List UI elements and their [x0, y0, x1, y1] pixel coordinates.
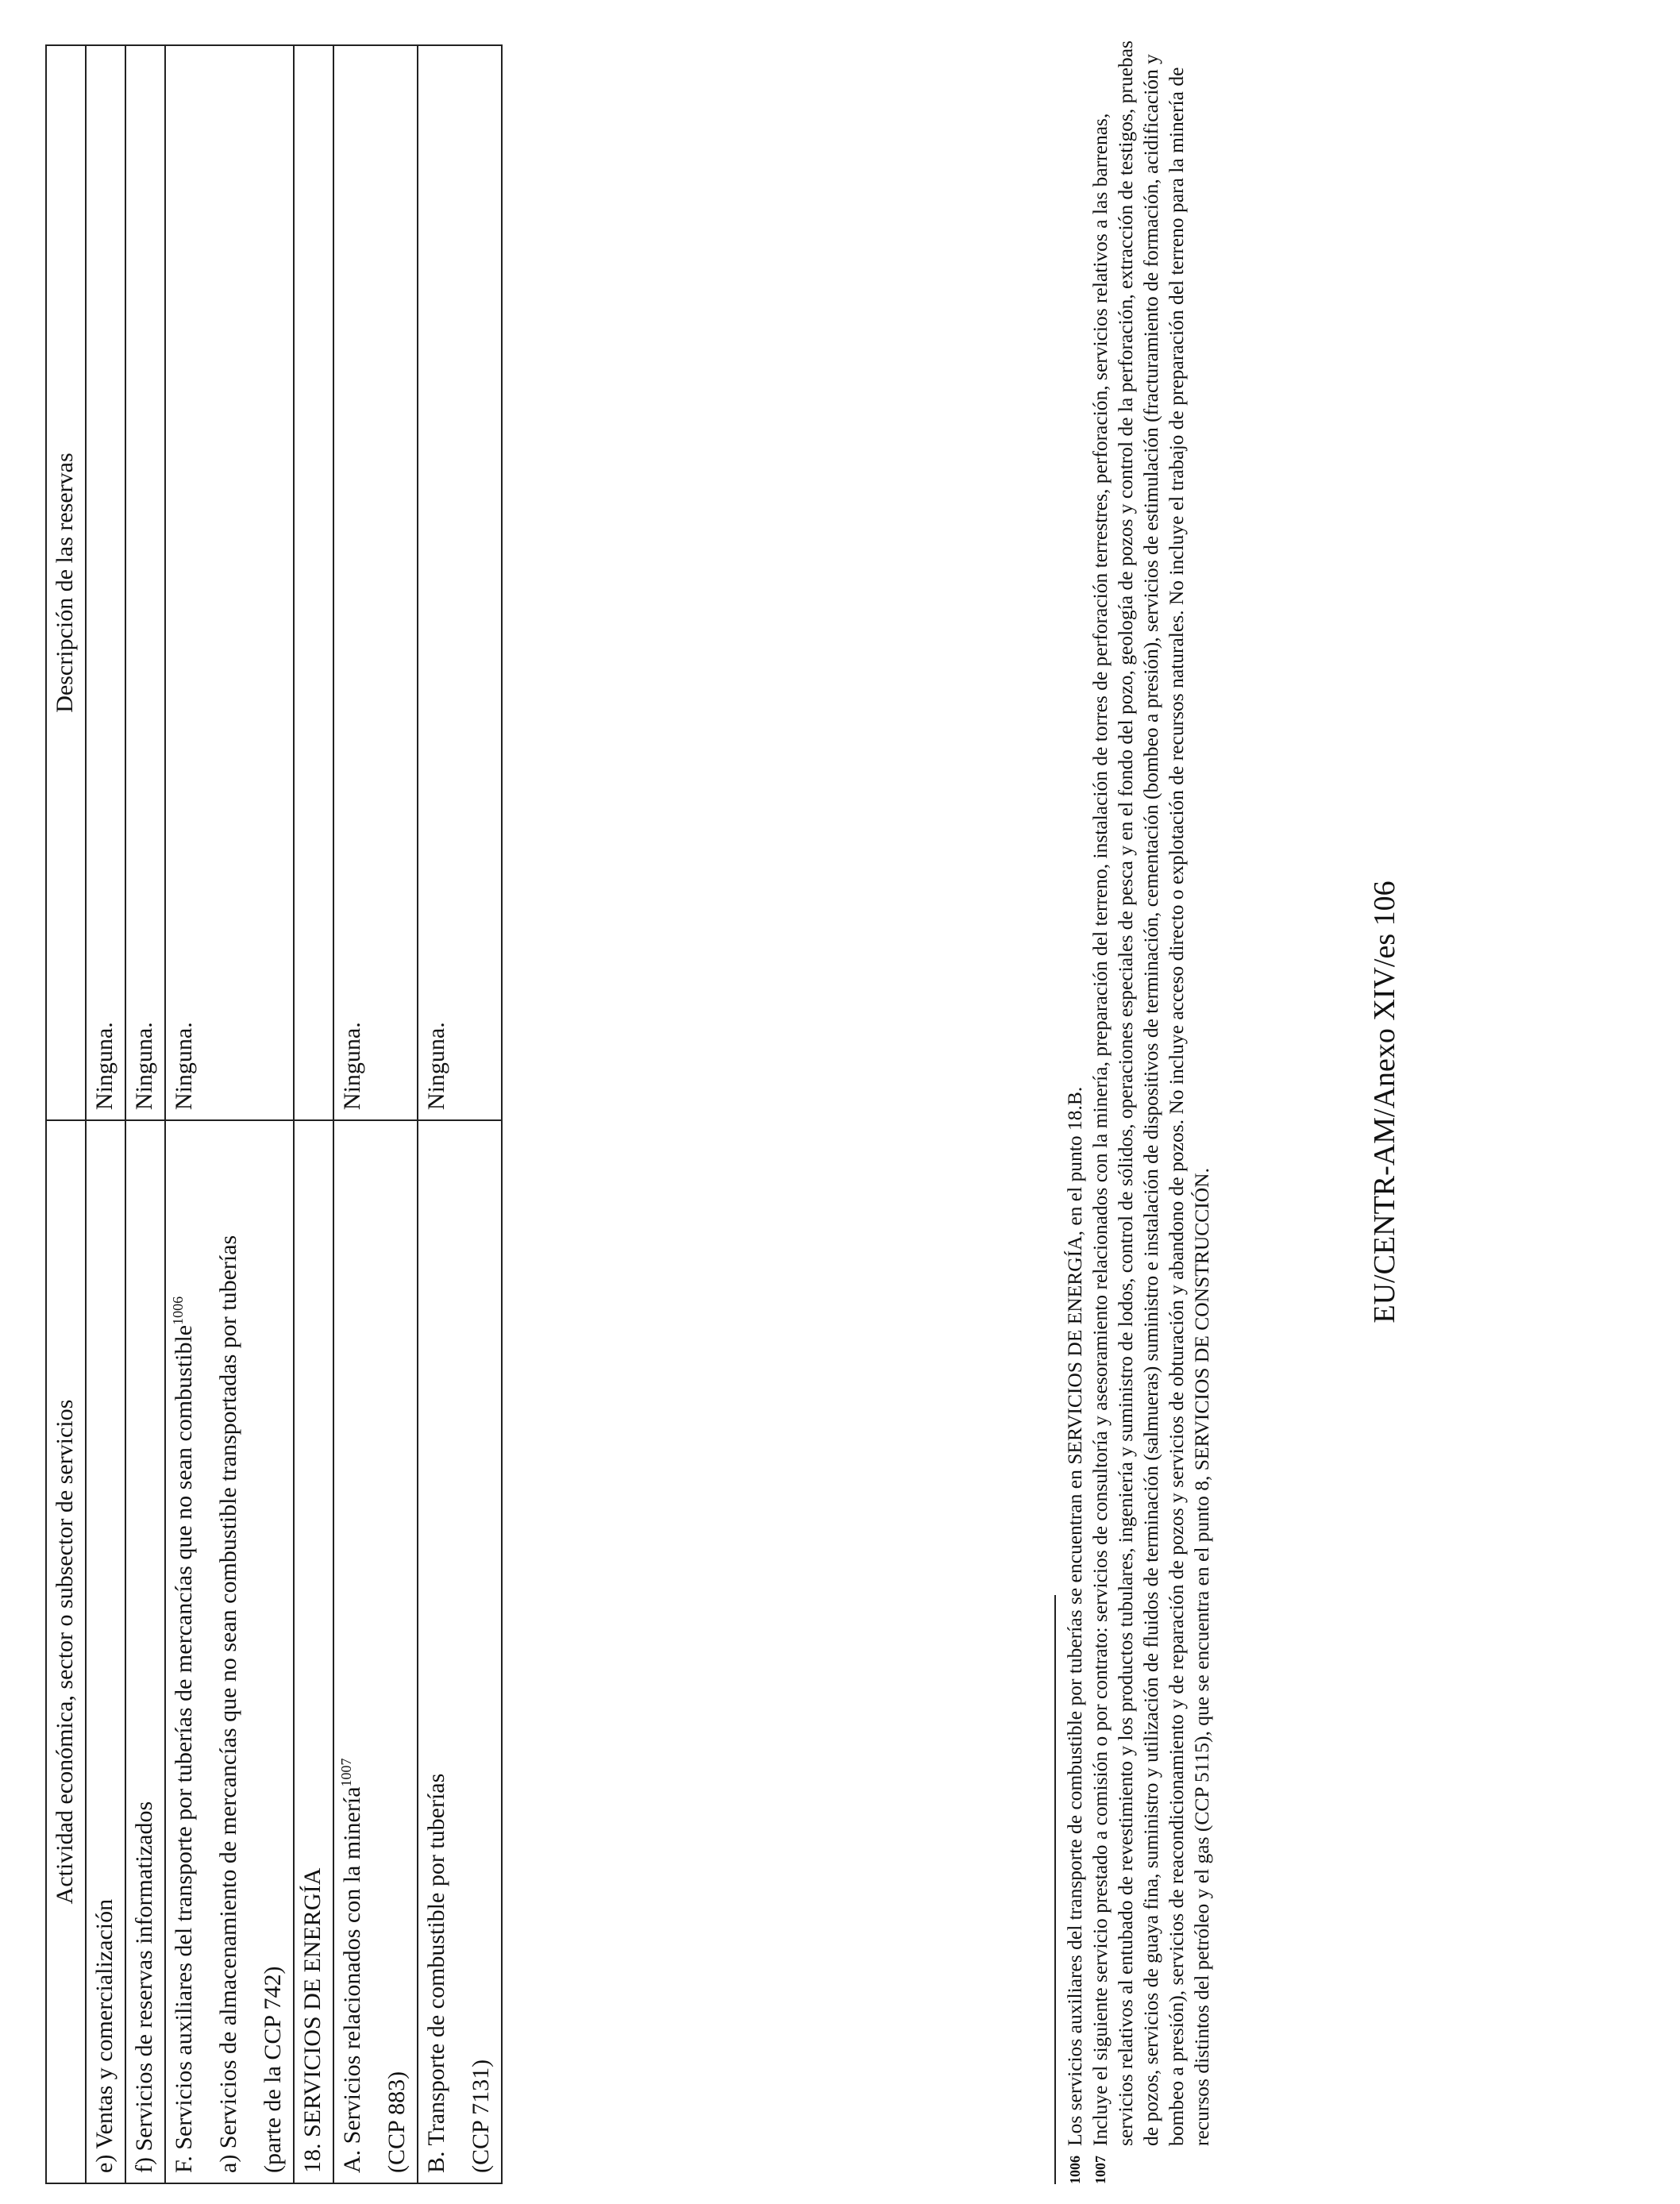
footnote-separator [1054, 1595, 1056, 2184]
footnote [1088, 40, 1215, 2184]
table-row [418, 45, 502, 2183]
footnote-text: Incluye el siguiente servicio prestado a comisión o por contrato: servicios de consultoría y asesoramiento relacionados con la minería, preparación del terreno, instalación de torres de perforación terrestres, perforación, servicios relativos a las barrenas, servicios relativos al entubado de revestimiento y los productos tubulares, ingeniería y suministro de lodos, control de sólidos, operaciones especiales de pesca y en el fondo del pozo, geología de pozos y control de la perforación, extracción de testigos, pruebas de pozos, servicios de guaya fina, suministro y utilización de fluidos de terminación (salmueras) suministro e instalación de dispositivos de terminación, cementación (bombeo a presión), servicios de estimulación (fracturamiento de formación, acidificación y bombeo a presión), servicios de reacondicionamiento y de reparación de pozos y servicios de obturación y abandono de pozos. No incluye acceso directo o explotación de recursos naturales. No incluye el trabajo de preparación del terreno para la minería de recursos distintos del petróleo y el gas (CCP 5115), que se encuentra en el punto 8, SERVICIOS DE CONSTRUCCIÓN. [1089, 40, 1213, 2146]
activity-cell: f) Servicios de reservas informatizados [125, 1120, 165, 2183]
footnote-ref: 1006 [170, 1296, 186, 1325]
activity-title: F. Servicios auxiliares del transporte por tuberías de mercancías que no sean combustible [171, 1324, 197, 2173]
table-row [86, 45, 125, 2183]
activity-title: A. Servicios relacionados con la minería [339, 1786, 365, 2173]
ccp-reference: (CCP 883) [383, 2071, 410, 2173]
table-header-row [46, 45, 86, 2183]
reservation-cell: Ninguna. [418, 45, 502, 1120]
footnote-number: 1006 [1067, 2156, 1083, 2184]
page-label: EU/CENTR-AM/Anexo XIV/es 106 [1368, 880, 1401, 1324]
reservation-cell: Ninguna. [86, 45, 125, 1120]
footnote [1062, 40, 1088, 2184]
reservations-table [45, 44, 503, 2184]
table-row [125, 45, 165, 2183]
activity-subitem: a) Servicios de almacenamiento de mercancías que no sean combustible transportadas por tuberías [215, 1235, 241, 2173]
reservation-cell: Ninguna. [333, 45, 418, 1120]
table-row [165, 45, 294, 2183]
table-row [294, 45, 333, 2183]
activity-cell [165, 1120, 294, 2183]
footnote-ref: 1007 [338, 1758, 354, 1787]
footnote-text: Los servicios auxiliares del transporte de combustible por tuberías se encuentran en SERVICIOS DE ENERGÍA, en el punto 18.B. [1063, 1086, 1086, 2146]
footnote-number: 1007 [1092, 2156, 1108, 2184]
reservation-cell [294, 45, 333, 1120]
reservation-cell: Ninguna. [125, 45, 165, 1120]
table-row [333, 45, 418, 2183]
activity-cell [418, 1120, 502, 2183]
activity-cell [333, 1120, 418, 2183]
ccp-reference: (parte de la CCP 742) [260, 1966, 286, 2173]
activity-cell: e) Ventas y comercialización [86, 1120, 125, 2183]
ccp-reference: (CCP 7131) [468, 2059, 494, 2173]
footnotes [1062, 40, 1215, 2184]
column-header-reservations: Descripción de las reservas [46, 45, 86, 1120]
activity-title: B. Transporte de combustible por tuberías [423, 1773, 449, 2173]
column-header-activity: Actividad económica, sector o subsector de servicios [46, 1120, 86, 2183]
reservation-cell: Ninguna. [165, 45, 294, 1120]
activity-cell: 18. SERVICIOS DE ENERGÍA [294, 1120, 333, 2183]
